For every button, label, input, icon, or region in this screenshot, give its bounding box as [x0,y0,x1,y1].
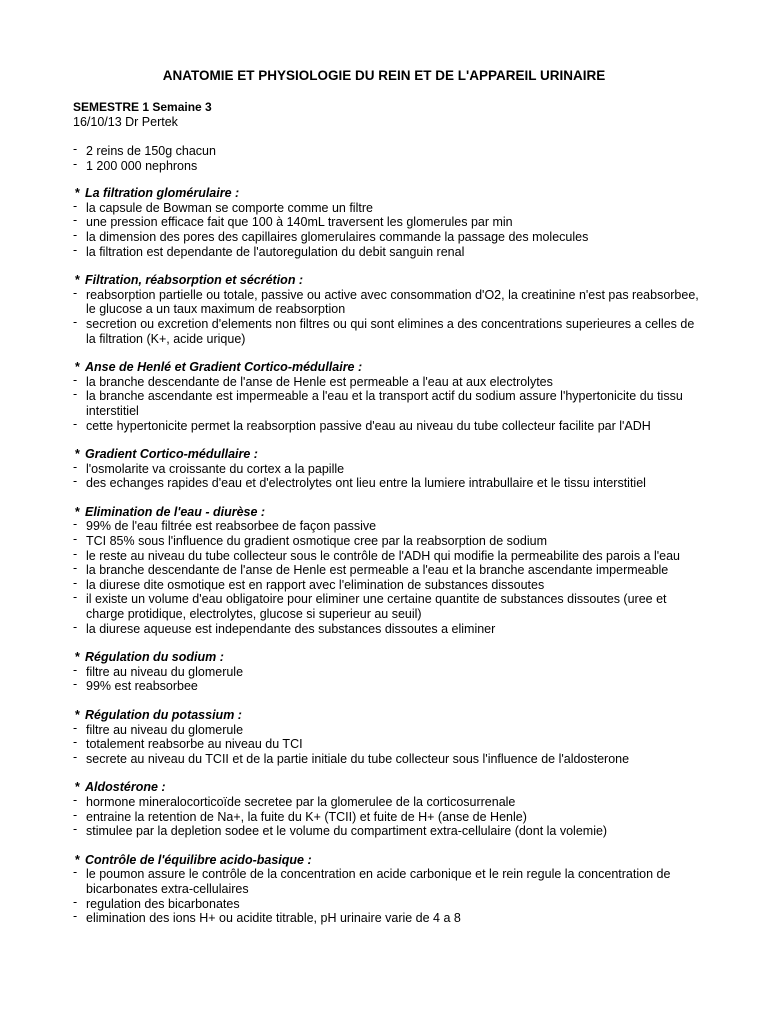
list-item: - 2 reins de 150g chacun [73,144,703,159]
bullet-star-icon: * [75,504,80,519]
list-item: - la capsule de Bowman se comporte comme un filtre [73,201,703,216]
bullet-star-icon: * [75,447,80,462]
list-item: - il existe un volume d'eau obligatoire pour eliminer une certaine quantite de substances dissoutes (uree et charge protidique, electrolytes, glucose si superieur au seuil) [73,592,703,621]
section-heading: * Anse de Henlé et Gradient Cortico-médullaire : [75,360,363,375]
list-item: - cette hypertonicite permet la reabsorption passive d'eau au niveau du tube collecteur facilite par l'ADH [73,419,703,434]
section-list [73,867,703,925]
list-item: - hormone mineralocorticoïde secretee par la glomerulee de la corticosurrenale [73,795,703,810]
list-item: - 99% est reabsorbee [73,679,703,694]
section-heading: * Aldostérone : [75,780,166,795]
section-filtration-reabsorption [73,273,703,346]
section-aldosterone [73,780,703,838]
section-heading: * Régulation du sodium : [75,650,224,665]
bullet-star-icon: * [75,273,80,288]
section-regulation-potassium [73,708,703,766]
list-item: - entraine la retention de Na+, la fuite du K+ (TCII) et fuite de H+ (anse de Henle) [73,810,703,825]
section-list [73,201,703,259]
bullet-star-icon: * [75,186,80,201]
section-regulation-sodium [73,650,703,694]
section-list [73,375,703,433]
intro-list [73,144,703,173]
date-author: 16/10/13 Dr Pertek [73,115,178,129]
list-item: - des echanges rapides d'eau et d'electrolytes ont lieu entre la lumiere intrabullaire et le tissu interstitiel [73,476,703,491]
list-item: - la diurese dite osmotique est en rapport avec l'elimination de substances dissoutes [73,578,703,593]
section-heading: * La filtration glomérulaire : [75,186,240,201]
section-list [73,288,703,346]
bullet-star-icon: * [75,650,80,665]
list-item: - la branche descendante de l'anse de Henle est permeable a l'eau et la branche ascendante impermeable [73,563,703,578]
list-item: - reabsorption partielle ou totale, passive ou active avec consommation d'O2, la creatinine n'est pas reabsorbee, le glucose a un taux maximum de reabsorption [73,288,703,317]
list-item: - la diurese aqueuse est independante des substances dissoutes a eliminer [73,622,703,637]
document-header [73,100,212,130]
list-item: - secrete au niveau du TCII et de la partie initiale du tube collecteur sous l'influence de l'aldosterone [73,752,703,767]
list-item: - le poumon assure le contrôle de la concentration en acide carbonique et le rein regule la concentration de bicarbonates extra-cellulaires [73,867,703,896]
section-heading: * Elimination de l'eau - diurèse : [75,504,266,519]
list-item: - TCI 85% sous l'influence du gradient osmotique cree par la reabsorption de sodium [73,534,703,549]
list-item: - la branche descendante de l'anse de Henle est permeable a l'eau at aux electrolytes [73,375,703,390]
list-item: - une pression efficace fait que 100 à 140mL traversent les glomerules par min [73,215,703,230]
bullet-star-icon: * [75,852,80,867]
section-list [73,665,703,694]
list-item: - filtre au niveau du glomerule [73,723,703,738]
list-item: - filtre au niveau du glomerule [73,665,703,680]
section-elimination-eau [73,505,703,636]
list-item: - la dimension des pores des capillaires glomerulaires commande la passage des molecules [73,230,703,245]
bullet-star-icon: * [75,360,80,375]
section-heading: * Contrôle de l'équilibre acido-basique : [75,852,312,867]
section-heading: * Régulation du potassium : [75,708,242,722]
section-equilibre-acido-basique [73,853,703,926]
section-heading: * Gradient Cortico-médullaire : [75,447,258,462]
document-content [73,144,703,940]
list-item: - stimulee par la depletion sodee et le volume du compartiment extra-cellulaire (dont la volemie) [73,824,703,839]
list-item: - secretion ou excretion d'elements non filtres ou qui sont elimines a des concentrations superieures a celles de la filtration (K+, acide urique) [73,317,703,346]
list-item: - regulation des bicarbonates [73,897,703,912]
semester-label: SEMESTRE 1 Semaine 3 [73,100,212,114]
list-item: - 99% de l'eau filtrée est reabsorbee de façon passive [73,519,703,534]
section-list [73,723,703,767]
section-anse-de-henle [73,360,703,433]
list-item: - la filtration est dependante de l'autoregulation du debit sanguin renal [73,245,703,260]
section-filtration-glomerulaire [73,186,703,259]
document-title: ANATOMIE ET PHYSIOLOGIE DU REIN ET DE L'APPAREIL URINAIRE [162,68,606,83]
list-item: - totalement reabsorbe au niveau du TCI [73,737,703,752]
list-item: - 1 200 000 nephrons [73,159,703,174]
list-item: - la branche ascendante est impermeable a l'eau et la transport actif du sodium assure l'hypertonicite du tissu interstitiel [73,389,703,418]
section-heading: * Filtration, réabsorption et sécrétion : [75,273,304,288]
list-item: - le reste au niveau du tube collecteur sous le contrôle de l'ADH qui modifie la permeabilite des parois a l'eau [73,549,703,564]
section-list [73,519,703,636]
section-list [73,795,703,839]
section-gradient-cortico-medullaire [73,447,703,491]
list-item: - l'osmolarite va croissante du cortex a la papille [73,462,703,477]
section-list [73,462,703,491]
list-item: - elimination des ions H+ ou acidite titrable, pH urinaire varie de 4 a 8 [73,911,703,926]
bullet-star-icon: * [75,780,80,795]
bullet-star-icon: * [75,708,80,722]
